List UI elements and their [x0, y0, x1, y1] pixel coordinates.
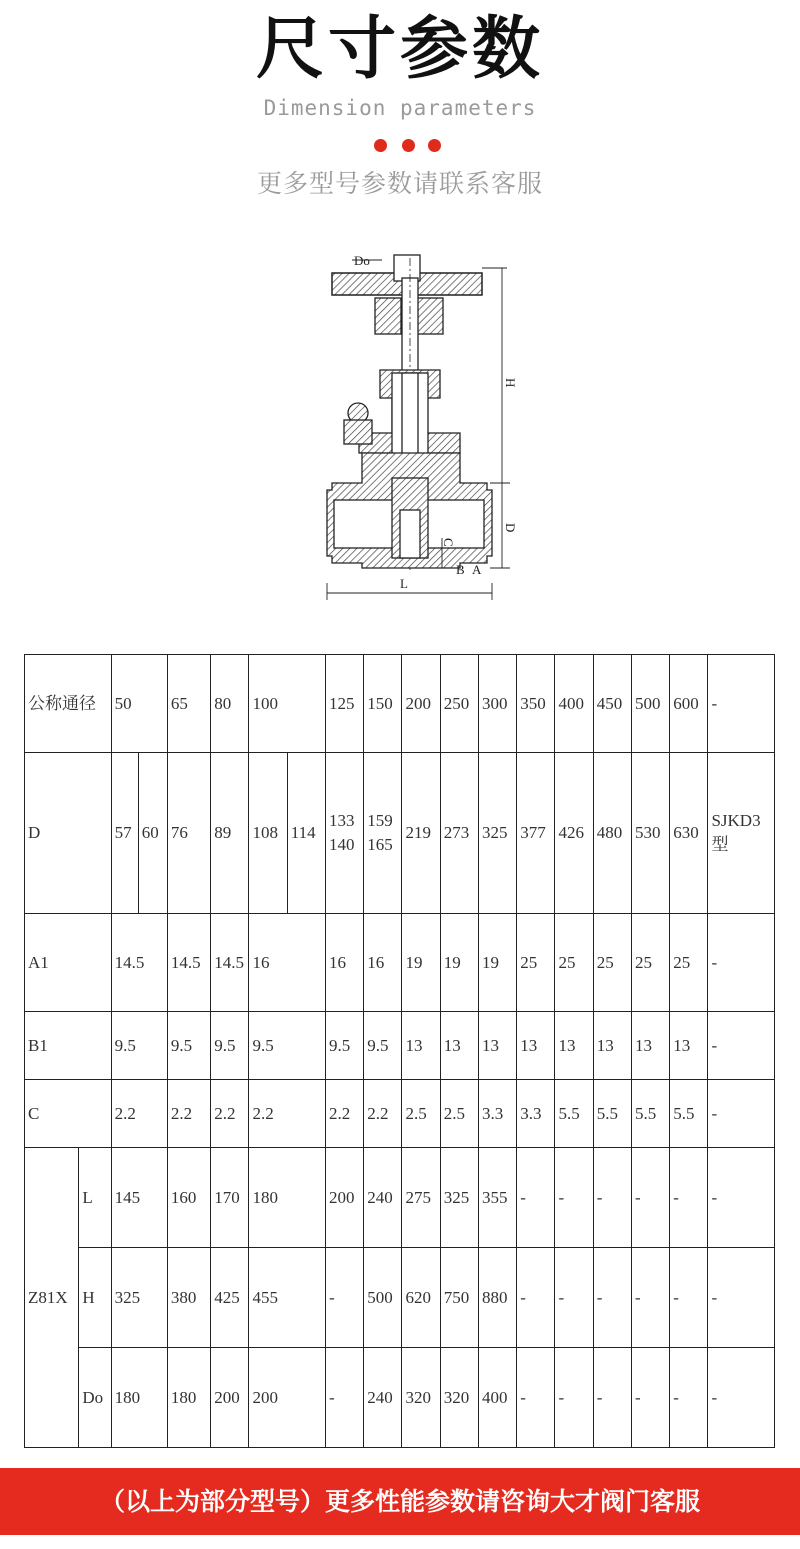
table-cell: 19 [402, 914, 440, 1012]
dimension-table [24, 654, 775, 1448]
table-cell: 25 [593, 914, 631, 1012]
table-cell: 13 [478, 1012, 516, 1080]
table-cell: 159 165 [364, 753, 402, 914]
table-cell: - [708, 1248, 775, 1348]
english-subtitle: Dimension parameters [263, 96, 537, 120]
table-cell: - [670, 1348, 708, 1448]
table-cell: 16 [249, 914, 326, 1012]
table-row-dn [25, 655, 775, 753]
table-cell: 145 [111, 1148, 167, 1248]
table-cell: 50 [111, 655, 167, 753]
table-cell: - [517, 1148, 555, 1248]
table-cell: 13 [670, 1012, 708, 1080]
table-cell: 200 [211, 1348, 249, 1448]
table-cell: 180 [249, 1148, 326, 1248]
table-cell: - [517, 1348, 555, 1448]
table-cell: - [555, 1348, 593, 1448]
table-cell: 9.5 [211, 1012, 249, 1080]
footer-banner [0, 1468, 800, 1535]
table-cell: 170 [211, 1148, 249, 1248]
table-cell: - [631, 1148, 669, 1248]
table-cell: 108 [249, 753, 287, 914]
table-cell: 25 [555, 914, 593, 1012]
table-cell: 9.5 [111, 1012, 167, 1080]
table-cell: 425 [211, 1248, 249, 1348]
row-header-do: Do [79, 1348, 111, 1448]
table-row-a1 [25, 914, 775, 1012]
table-cell: - [708, 1012, 775, 1080]
table-cell: - [555, 1148, 593, 1248]
table-cell: 455 [249, 1248, 326, 1348]
table-cell: 5.5 [593, 1080, 631, 1148]
model-cell: Z81X [25, 1148, 79, 1448]
table-cell: 80 [211, 655, 249, 753]
label-c: C [441, 538, 456, 547]
red-dot [374, 139, 387, 152]
label-do: Do [354, 253, 370, 268]
table-cell: 450 [593, 655, 631, 753]
table-cell: 240 [364, 1348, 402, 1448]
table-cell: SJKD3型 [708, 753, 775, 914]
table-cell: - [708, 1080, 775, 1148]
table-cell: 275 [402, 1148, 440, 1248]
red-dot [428, 139, 441, 152]
table-cell: 426 [555, 753, 593, 914]
table-cell: 150 [364, 655, 402, 753]
decorative-dots [372, 139, 442, 153]
table-cell: 25 [517, 914, 555, 1012]
footer-text: （以上为部分型号）更多性能参数请咨询大才阀门客服 [99, 1487, 700, 1516]
table-row-b1 [25, 1012, 775, 1080]
table-cell: 200 [325, 1148, 363, 1248]
table-cell: 2.2 [364, 1080, 402, 1148]
table-cell: 325 [478, 753, 516, 914]
table-cell: 400 [478, 1348, 516, 1448]
table-cell: 500 [364, 1248, 402, 1348]
label-l: L [400, 576, 408, 591]
valve-dimension-drawing [292, 238, 532, 608]
table-cell: 13 [517, 1012, 555, 1080]
table-cell: 377 [517, 753, 555, 914]
table-cell: - [708, 1348, 775, 1448]
contact-note: 更多型号参数请联系客服 [256, 169, 543, 198]
table-cell: 500 [631, 655, 669, 753]
table-cell: - [325, 1348, 363, 1448]
table-cell: 16 [325, 914, 363, 1012]
table-cell: - [708, 914, 775, 1012]
table-cell: 250 [440, 655, 478, 753]
table-cell: 125 [325, 655, 363, 753]
table-cell: 2.2 [167, 1080, 210, 1148]
label-h: H [503, 378, 518, 388]
table-cell: 180 [167, 1348, 210, 1448]
table-cell: 380 [167, 1248, 210, 1348]
table-cell: 325 [440, 1148, 478, 1248]
table-cell: 13 [631, 1012, 669, 1080]
table-cell: 530 [631, 753, 669, 914]
table-cell: 57 [111, 753, 138, 914]
table-cell: 76 [167, 753, 210, 914]
table-cell: 2.2 [325, 1080, 363, 1148]
table-cell: - [631, 1248, 669, 1348]
table-cell: 3.3 [478, 1080, 516, 1148]
table-cell: 200 [402, 655, 440, 753]
table-cell: 320 [440, 1348, 478, 1448]
table-cell: 14.5 [167, 914, 210, 1012]
table-cell: 355 [478, 1148, 516, 1248]
label-b: B [456, 562, 465, 577]
table-cell: - [670, 1148, 708, 1248]
table-cell: 180 [111, 1348, 167, 1448]
label-d: D [503, 523, 518, 533]
table-row-l [25, 1148, 775, 1248]
table-cell: 16 [364, 914, 402, 1012]
table-cell: 13 [402, 1012, 440, 1080]
table-cell: 60 [138, 753, 167, 914]
table-cell: 480 [593, 753, 631, 914]
table-row-c [25, 1080, 775, 1148]
table-cell: 114 [287, 753, 325, 914]
table-cell: 300 [478, 655, 516, 753]
table-cell: 350 [517, 655, 555, 753]
table-cell: 9.5 [364, 1012, 402, 1080]
table-cell: - [708, 655, 775, 753]
table-cell: - [708, 1148, 775, 1248]
table-cell: 133 140 [325, 753, 363, 914]
table-cell: 19 [478, 914, 516, 1012]
table-cell: - [631, 1348, 669, 1448]
table-cell: 620 [402, 1248, 440, 1348]
row-header-d: D [25, 753, 112, 914]
table-cell: 19 [440, 914, 478, 1012]
table-cell: 25 [631, 914, 669, 1012]
table-cell: 14.5 [111, 914, 167, 1012]
page-title: 尺寸参数 [255, 10, 544, 89]
table-cell: - [517, 1248, 555, 1348]
table-cell: 240 [364, 1148, 402, 1248]
red-dot [402, 139, 415, 152]
table-cell: 13 [555, 1012, 593, 1080]
table-cell: 750 [440, 1248, 478, 1348]
table-cell: 2.2 [211, 1080, 249, 1148]
row-header-l: L [79, 1148, 111, 1248]
table-cell: 880 [478, 1248, 516, 1348]
table-cell: 13 [593, 1012, 631, 1080]
table-cell: 9.5 [249, 1012, 326, 1080]
table-cell: 9.5 [325, 1012, 363, 1080]
table-cell: - [593, 1248, 631, 1348]
row-header-a1: A1 [25, 914, 112, 1012]
table-cell: 160 [167, 1148, 210, 1248]
table-cell: 3.3 [517, 1080, 555, 1148]
row-header-b1: B1 [25, 1012, 112, 1080]
table-cell: 2.2 [249, 1080, 326, 1148]
table-cell: 273 [440, 753, 478, 914]
table-cell: 13 [440, 1012, 478, 1080]
table-cell: 25 [670, 914, 708, 1012]
label-a: A [472, 562, 482, 577]
table-cell: 100 [249, 655, 326, 753]
table-row-h [25, 1248, 775, 1348]
table-cell: 5.5 [631, 1080, 669, 1148]
table-row-d [25, 753, 775, 914]
table-cell: 200 [249, 1348, 326, 1448]
row-header-c: C [25, 1080, 112, 1148]
table-cell: 5.5 [670, 1080, 708, 1148]
row-header-h: H [79, 1248, 111, 1348]
table-cell: - [670, 1248, 708, 1348]
table-cell: 9.5 [167, 1012, 210, 1080]
table-row-do [25, 1348, 775, 1448]
table-cell: 5.5 [555, 1080, 593, 1148]
table-cell: 89 [211, 753, 249, 914]
table-cell: - [593, 1148, 631, 1248]
table-cell: 2.2 [111, 1080, 167, 1148]
table-cell: 400 [555, 655, 593, 753]
table-cell: 65 [167, 655, 210, 753]
table-cell: - [325, 1248, 363, 1348]
table-cell: 14.5 [211, 914, 249, 1012]
table-cell: 219 [402, 753, 440, 914]
table-cell: 2.5 [402, 1080, 440, 1148]
table-cell: - [555, 1248, 593, 1348]
table-cell: 2.5 [440, 1080, 478, 1148]
table-cell: 320 [402, 1348, 440, 1448]
table-cell: 630 [670, 753, 708, 914]
table-cell: - [593, 1348, 631, 1448]
table-cell: 600 [670, 655, 708, 753]
row-header-dn: 公称通径 [25, 655, 112, 753]
table-cell: 325 [111, 1248, 167, 1348]
